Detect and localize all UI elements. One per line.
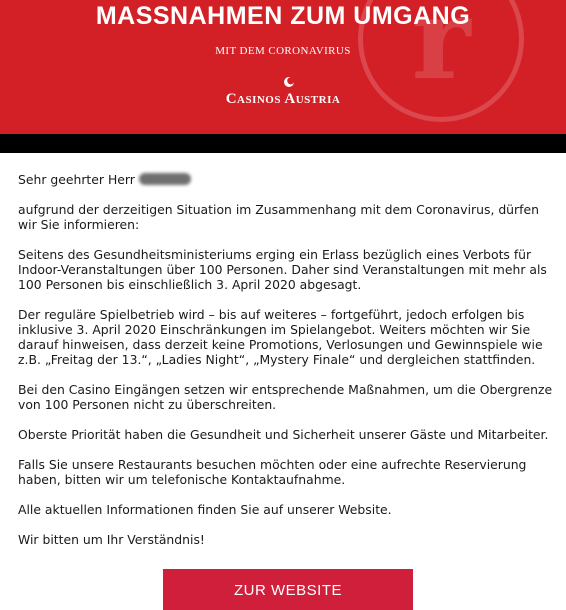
divider-bar xyxy=(0,134,566,153)
email-body xyxy=(18,172,558,562)
website-button[interactable]: ZUR WEBSITE xyxy=(163,569,413,610)
casinos-austria-logo[interactable] xyxy=(0,76,566,108)
banner-headline: MASSNAHMEN ZUM UMGANG xyxy=(95,2,471,30)
banner-subline: MIT DEM CORONAVIRUS xyxy=(215,45,351,57)
logo-text: Casinos Austria xyxy=(225,91,341,107)
paragraph: Der reguläre Spielbetrieb wird – bis auf weiteres – fortgeführt, jedoch erfolgen bis inklusive 3. April 2020 Einschränkungen im Spielangebot. Weiters möchten wir Sie darauf hinweisen, dass derzeit keine Promotions, Verlosungen und Gewinnspiele wie z.B. „Freitag der 13.“, „Ladies Night“, „Mystery Finale“ und dergleichen stattfinden. xyxy=(18,307,543,367)
paragraph: Alle aktuellen Informationen finden Sie auf unserer Website. xyxy=(18,502,392,517)
paragraph: aufgrund der derzeitigen Situation im Zusammenhang mit dem Coronavirus, dürfen wir Sie informieren: xyxy=(18,202,539,232)
paragraph: Falls Sie unsere Restaurants besuchen möchten oder eine aufrechte Reservierung haben, bitten wir um telefonische Kontaktaufnahme. xyxy=(18,457,527,487)
greeting xyxy=(18,172,558,187)
paragraph: Oberste Priorität haben die Gesundheit und Sicherheit unserer Gäste und Mitarbeiter. xyxy=(18,427,549,442)
watermark-letter: r xyxy=(411,0,471,105)
redacted-name xyxy=(139,173,191,185)
greeting-text: Sehr geehrter Herr xyxy=(18,172,135,187)
logo-mark-icon xyxy=(0,76,566,88)
paragraph: Bei den Casino Eingängen setzen wir entsprechende Maßnahmen, um die Obergrenze von 100 Personen nicht zu überschreiten. xyxy=(18,382,553,412)
paragraph: Seitens des Gesundheitsministeriums erging ein Erlass bezüglich eines Verbots für Indoor-Veranstaltungen über 100 Personen. Daher sind Veranstaltungen mit mehr als 100 Personen bis einschließlich 3. April 2020 abgesagt. xyxy=(18,247,547,292)
header-banner xyxy=(0,0,566,134)
paragraph: Wir bitten um Ihr Verständnis! xyxy=(18,532,205,547)
